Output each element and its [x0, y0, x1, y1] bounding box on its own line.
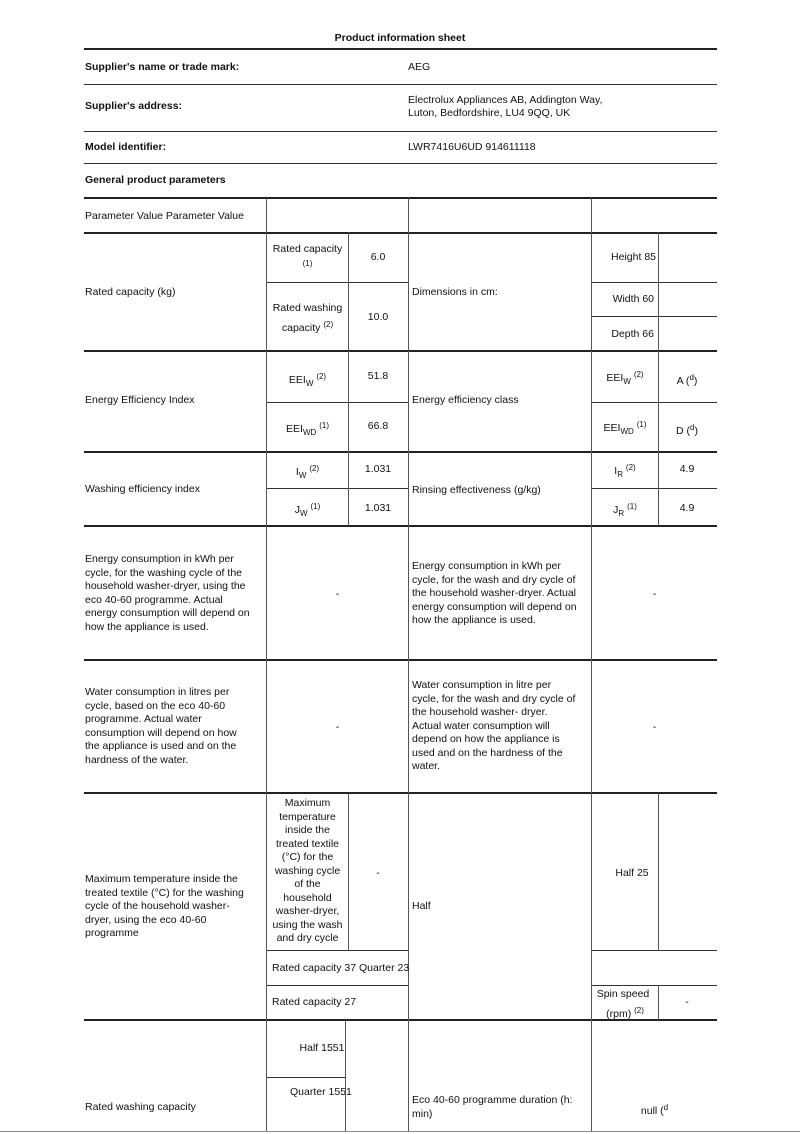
- class-w-value: A ($^d$): [676, 373, 698, 387]
- row-divider: [267, 950, 408, 951]
- text-line: eco 40-60 programme. Actual: [85, 593, 223, 606]
- quarter-duration: Quarter 1551: [290, 1086, 352, 1098]
- max-temp-dry-value: -: [376, 867, 380, 879]
- text-line: Maximum temperature inside the: [85, 873, 238, 885]
- jr-label: $J_R$ $^{(1)}$: [613, 502, 637, 518]
- rated-capacity-sub-label: Rated capacity: [272, 243, 343, 255]
- text-line: energy consumption will depend on: [412, 600, 577, 613]
- text-line: cycle, for the wash and dry cycle of: [412, 692, 576, 705]
- energy-consumption-wash-value: -: [335, 588, 340, 600]
- half-duration: Half 1551: [299, 1042, 345, 1054]
- eei-w-value: 51.8: [367, 370, 389, 382]
- eei-w-label: $EEI_W$ $^{(2)}$: [288, 372, 327, 388]
- text-line: consumption will depend on how: [85, 726, 237, 739]
- row-divider: [267, 402, 408, 403]
- row-divider: [267, 985, 408, 986]
- rated-washing-capacity-label: Rated washing: [272, 302, 343, 314]
- col-divider: [348, 232, 349, 452]
- rated-capacity-label: Rated capacity (kg): [85, 286, 176, 298]
- text-line: cycle of the household washer-: [85, 900, 230, 912]
- text-line: Energy consumption in kWh per: [85, 553, 234, 565]
- supplier-name-label: Supplier's name or trade mark:: [85, 61, 240, 73]
- text-line: the household washer- dryer.: [412, 706, 548, 718]
- rated-washing-capacity-value: 10.0: [367, 311, 389, 323]
- half-label: Half: [412, 900, 431, 912]
- text-line: washing cycle: [274, 864, 341, 877]
- iw-label: $I_W$ $^{(2)}$: [295, 464, 320, 480]
- depth-value: Depth 66: [611, 328, 654, 340]
- water-consumption-dry-text: [412, 679, 575, 774]
- max-temp-wash-text: [85, 873, 244, 941]
- divider: [84, 131, 717, 132]
- text-line: used and on the hardness of the: [412, 746, 563, 759]
- row-divider: [84, 792, 717, 794]
- text-line: household washer-dryer, using the: [85, 580, 246, 592]
- footnote-marker: (2): [323, 320, 334, 329]
- text-line: Energy consumption in kWh per: [412, 560, 561, 572]
- text-line: Water consumption in litres per: [85, 686, 230, 698]
- parameter-header: Parameter Value Parameter Value: [85, 210, 244, 222]
- energy-class-label: Energy efficiency class: [412, 394, 519, 406]
- row-divider: [592, 488, 717, 489]
- text-line: how the appliance is used.: [85, 620, 209, 633]
- spin-speed-unit: (rpm) $^{(2)}$: [606, 1006, 644, 1020]
- rated-washing-capacity-label-2: capacity $^{(2)}$: [281, 320, 334, 334]
- energy-consumption-dry-text: [412, 560, 577, 628]
- eco-duration-label: Eco 40-60 programme duration (h:: [412, 1094, 573, 1106]
- text-line: energy consumption will depend on: [85, 607, 250, 619]
- text-line: household: [283, 891, 332, 904]
- text-line: treated textile: [275, 837, 340, 850]
- footnote-marker: (2): [634, 1006, 644, 1015]
- col-divider: [408, 198, 409, 1131]
- row-divider: [592, 402, 717, 403]
- rated-capacity-27: Rated capacity 27: [272, 996, 357, 1008]
- supplier-address-line2: Luton, Bedfordshire, LU4 9QQ, UK: [408, 107, 571, 119]
- text-line: Water consumption in litre per: [412, 679, 552, 691]
- rated-capacity-37: Rated capacity 37 Quarter 23: [272, 962, 410, 974]
- text-line: inside the: [285, 824, 330, 836]
- rinsing-label: Rinsing effectiveness (g/kg): [412, 484, 541, 496]
- text-line: the appliance is used and on the: [85, 740, 237, 752]
- supplier-address-line1: Electrolux Appliances AB, Addington Way,: [408, 94, 603, 106]
- spin-speed-label: Spin speed: [596, 988, 650, 1000]
- text-line: how the appliance is used.: [412, 614, 536, 626]
- eco-duration-value: null ($^d$: [640, 1103, 669, 1117]
- washing-efficiency-label: Washing efficiency index: [85, 483, 200, 495]
- col-divider: [658, 232, 659, 452]
- energy-consumption-wash-text: [85, 553, 250, 634]
- footnote-marker: (1): [302, 259, 313, 268]
- text-line: the household washer-dryer. Actual: [412, 587, 577, 599]
- energy-consumption-dry-value: -: [652, 588, 657, 600]
- text-line: (°C) for the: [281, 851, 334, 863]
- half-value: Half 25: [615, 867, 649, 879]
- text-line: hardness of the water.: [85, 753, 189, 766]
- text-line: of the: [294, 878, 321, 890]
- row-divider: [84, 350, 717, 352]
- general-parameters-heading: General product parameters: [85, 174, 226, 186]
- row-divider: [84, 451, 717, 453]
- text-line: programme. Actual water: [85, 713, 202, 725]
- row-divider: [84, 525, 717, 527]
- row-divider: [267, 1077, 345, 1078]
- text-line: water.: [412, 760, 441, 772]
- divider: [84, 48, 717, 50]
- row-divider: [592, 316, 717, 317]
- text-line: treated textile (°C) for the washing: [85, 886, 244, 899]
- row-divider: [592, 985, 717, 986]
- supplier-name-value: AEG: [408, 61, 431, 73]
- max-temp-dry-text: [267, 797, 348, 946]
- class-wd-label: $EEI_{WD}$ $^{(1)}$: [603, 420, 647, 436]
- divider: [84, 197, 717, 199]
- text-line: cycle, for the washing cycle of the: [85, 566, 242, 579]
- rated-washing-capacity-row-label: Rated washing capacity: [85, 1101, 196, 1113]
- row-divider: [267, 282, 408, 283]
- text-line: dryer, using the eco 40-60: [85, 913, 207, 926]
- jw-value: 1.031: [364, 502, 392, 514]
- ir-value: 4.9: [679, 463, 695, 475]
- text-line: depend on how the appliance is: [412, 733, 560, 745]
- text-line: cycle, for the wash and dry cycle of: [412, 573, 576, 586]
- text-line: using the wash: [272, 918, 343, 931]
- col-divider: [266, 198, 267, 1131]
- class-wd-value: D ($^d$): [676, 423, 698, 437]
- spin-speed-value: -: [685, 996, 689, 1008]
- eco-duration-label-2: min): [412, 1108, 433, 1120]
- model-identifier-label: Model identifier:: [85, 141, 167, 153]
- text-line: cycle, based on the eco 40-60: [85, 699, 226, 712]
- jw-label: $J_W$ $^{(1)}$: [294, 502, 321, 518]
- text-line: temperature: [279, 810, 336, 823]
- rated-capacity-value: 6.0: [370, 251, 386, 263]
- divider: [84, 84, 717, 85]
- water-consumption-wash-text: [85, 686, 237, 767]
- dimensions-label: Dimensions in cm:: [412, 286, 498, 298]
- water-consumption-wash-value: -: [335, 721, 340, 733]
- ir-label: $I_R$ $^{(2)}$: [614, 463, 636, 479]
- jr-value: 4.9: [679, 502, 695, 514]
- text-line: and dry cycle: [276, 932, 339, 944]
- water-consumption-dry-value: -: [652, 721, 657, 733]
- page-bottom-edge: [0, 1131, 800, 1132]
- text-line: programme: [85, 927, 139, 939]
- text-line: washer-dryer,: [275, 905, 340, 917]
- divider: [84, 163, 717, 164]
- text-line: Actual water consumption will: [412, 719, 550, 732]
- col-divider: [345, 1020, 346, 1131]
- eei-wd-value: 66.8: [367, 420, 389, 432]
- eei-label: Energy Efficiency Index: [85, 394, 195, 406]
- row-divider: [592, 282, 717, 283]
- iw-value: 1.031: [364, 463, 392, 475]
- class-w-label: $EEI_W$ $^{(2)}$: [606, 370, 644, 386]
- model-identifier-value: LWR7416U6UD 914611118: [408, 141, 536, 153]
- supplier-address-label: Supplier's address:: [85, 100, 183, 112]
- height-value: Height 85: [611, 251, 656, 263]
- page-title: Product information sheet: [334, 32, 466, 44]
- row-divider: [592, 950, 717, 951]
- width-value: Width 60: [612, 293, 654, 305]
- row-divider: [84, 232, 717, 234]
- eei-wd-label: $EEI_{WD}$ $^{(1)}$: [286, 421, 329, 437]
- text-line: Maximum: [284, 797, 331, 809]
- row-divider: [267, 488, 408, 489]
- row-divider: [84, 659, 717, 661]
